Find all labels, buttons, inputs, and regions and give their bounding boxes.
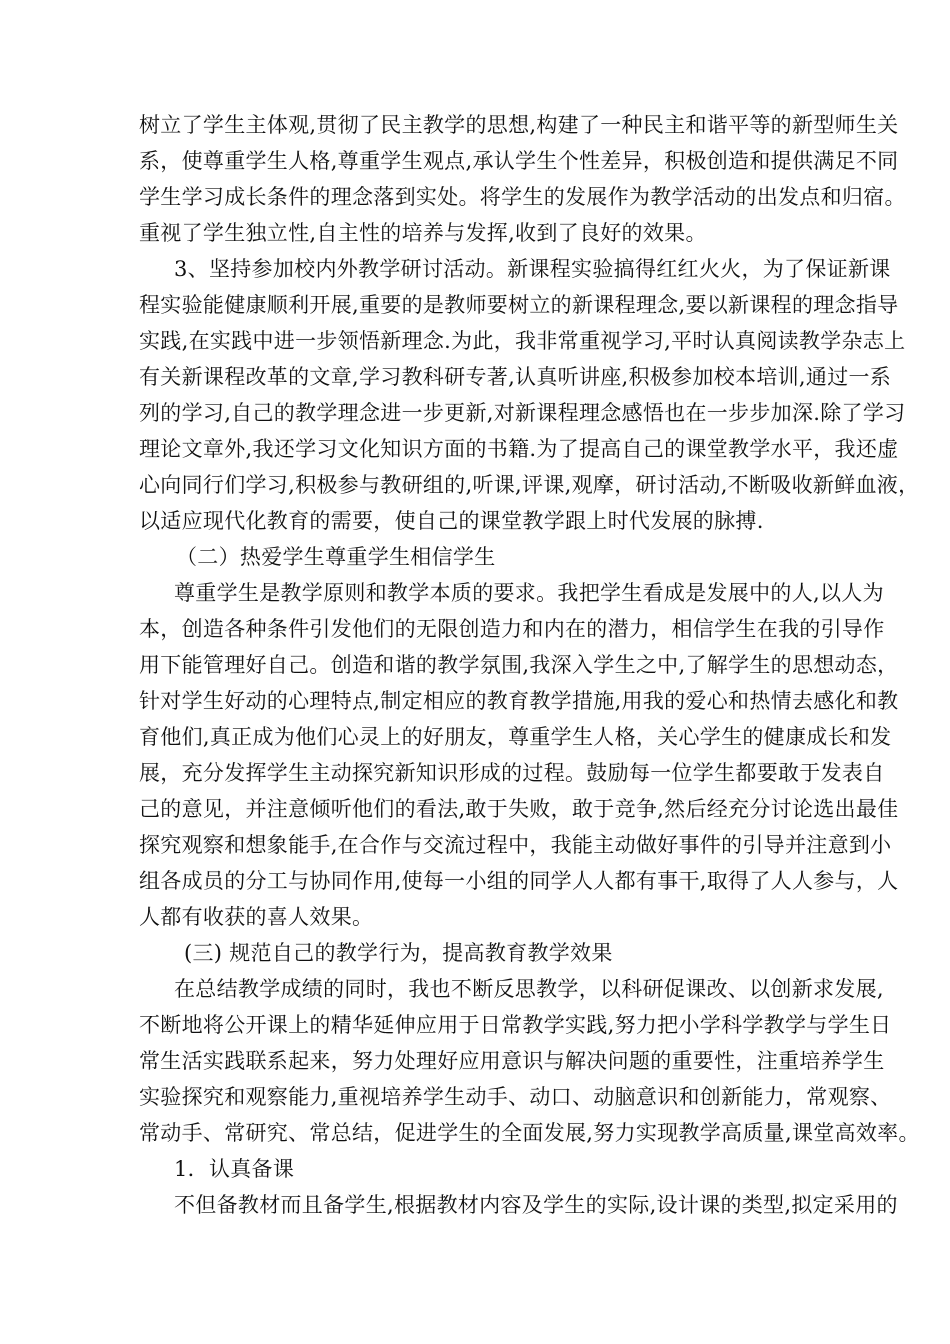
text-line: 本，创造各种条件引发他们的无限创造力和内在的潜力，相信学生在我的引导作 bbox=[139, 617, 885, 641]
text-line: 探究观察和想象能手,在合作与交流过程中，我能主动做好事件的引导并注意到小 bbox=[139, 833, 892, 857]
text-line: 育他们,真正成为他们心灵上的好朋友，尊重学生人格，关心学生的健康成长和发 bbox=[139, 725, 892, 749]
text-line: 用下能管理好自己。创造和谐的教学氛围,我深入学生之中,了解学生的思想动态， bbox=[139, 653, 899, 677]
text-line: 实践,在实践中进一步领悟新理念.为此，我非常重视学习,平时认真阅读教学杂志上 bbox=[139, 329, 906, 353]
text-line: 系，使尊重学生人格,尊重学生观点,承认学生个性差异，积极创造和提供满足不同 bbox=[139, 149, 899, 173]
paragraph-first-line: 不但备教材而且备学生,根据教材内容及学生的实际,设计课的类型,拟定采用的 bbox=[174, 1193, 898, 1217]
text-line: 己的意见，并注意倾听他们的看法,敢于失败，敢于竞争,然后经充分讨论选出最佳 bbox=[139, 797, 899, 821]
text-line: 学生学习成长条件的理念落到实处。将学生的发展作为教学活动的出发点和归宿。 bbox=[139, 185, 906, 209]
text-line: 组各成员的分工与协同作用,使每一小组的同学人人都有事干,取得了人人参与，人 bbox=[139, 869, 899, 893]
text-line: 程实验能健康顺利开展,重要的是教师要树立的新课程理念,要以新课程的理念指导 bbox=[139, 293, 899, 317]
text-line: 常动手、常研究、常总结，促进学生的全面发展,努力实现教学高质量,课堂高效率。 bbox=[139, 1121, 920, 1145]
text-line: 重视了学生独立性,自主性的培养与发挥,收到了良好的效果。 bbox=[139, 221, 707, 245]
text-line: 展，充分发挥学生主动探究新知识形成的过程。鼓励每一位学生都要敢于发表自 bbox=[139, 761, 885, 785]
paragraph-first-line: 3、坚持参加校内外教学研讨活动。新课程实验搞得红红火火，为了保证新课 bbox=[174, 257, 891, 281]
text-line: 实验探究和观察能力,重视培养学生动手、动口、动脑意识和创新能力，常观察、 bbox=[139, 1085, 892, 1109]
text-line: 列的学习,自己的教学理念进一步更新,对新课程理念感悟也在一步步加深.除了学习 bbox=[139, 401, 906, 425]
section-heading: （二）热爱学生尊重学生相信学生 bbox=[176, 545, 496, 569]
text-line: 不断地将公开课上的精华延伸应用于日常教学实践,努力把小学科学教学与学生日 bbox=[139, 1013, 892, 1037]
section-heading: (三) 规范自己的教学行为，提高教育教学效果 bbox=[184, 941, 613, 965]
paragraph-first-line: 尊重学生是教学原则和教学本质的要求。我把学生看成是发展中的人,以人为 bbox=[174, 581, 884, 605]
text-line: 理论文章外,我还学习文化知识方面的书籍.为了提高自己的课堂教学水平，我还虚 bbox=[139, 437, 899, 461]
paragraph-first-line: 在总结教学成绩的同时，我也不断反思教学，以科研促课改、以创新求发展, bbox=[174, 977, 884, 1001]
text-line: 针对学生好动的心理特点,制定相应的教育教学措施,用我的爱心和热情去感化和教 bbox=[139, 689, 899, 713]
text-line: 以适应现代化教育的需要，使自己的课堂教学跟上时代发展的脉搏. bbox=[139, 509, 764, 533]
text-line: 有关新课程改革的文章,学习教科研专著,认真听讲座,积极参加校本培训,通过一系 bbox=[139, 365, 892, 389]
text-line: 人都有收获的喜人效果。 bbox=[139, 905, 374, 929]
text-line: 常生活实践联系起来，努力处理好应用意识与解决问题的重要性，注重培养学生 bbox=[139, 1049, 885, 1073]
text-line: 树立了学生主体观,贯彻了民主教学的思想,构建了一种民主和谐平等的新型师生关 bbox=[139, 113, 899, 137]
text-line: 心向同行们学习,积极参与教研组的,听课,评课,观摩，研讨活动,不断吸收新鲜血液， bbox=[139, 473, 920, 497]
subsection-heading: 1．认真备课 bbox=[174, 1157, 295, 1181]
